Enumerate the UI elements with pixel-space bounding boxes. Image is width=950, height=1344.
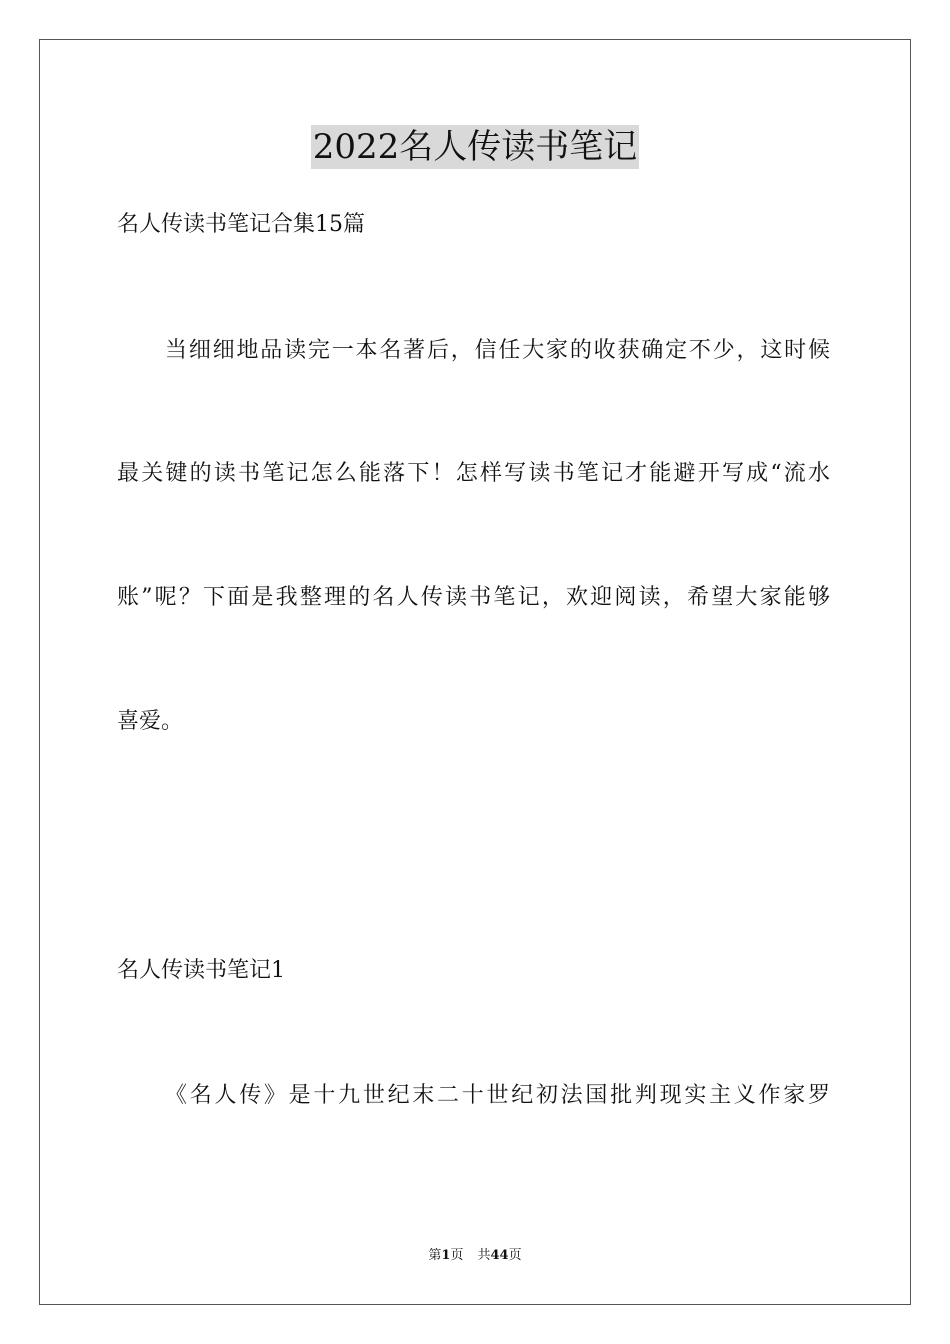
intro-line-1: 当细细地品读完一本名著后，信任大家的收获确定不少，这时候	[165, 338, 830, 363]
footer-page-suffix: 页	[450, 1248, 464, 1263]
footer-total-prefix: 共	[477, 1248, 491, 1263]
footer-page-number: 1	[441, 1248, 451, 1263]
footer-total-pages: 44	[490, 1248, 509, 1263]
intro-line-3: 账”呢？下面是我整理的名人传读书笔记，欢迎阅读，希望大家能够	[117, 585, 830, 610]
document-title: 2022名人传读书笔记	[312, 127, 638, 167]
section-paragraph-line-1: 《名人传》是十九世纪末二十世纪初法国批判现实主义作家罗	[165, 1083, 830, 1108]
title-container	[0, 125, 950, 169]
page-footer	[0, 1247, 950, 1265]
document-subtitle: 名人传读书笔记合集15篇	[117, 212, 365, 237]
intro-line-4: 喜爱。	[117, 709, 184, 734]
footer-total-suffix: 页	[508, 1248, 522, 1263]
section-heading: 名人传读书笔记1	[117, 958, 285, 983]
footer-page-prefix: 第	[428, 1248, 442, 1263]
intro-line-2: 最关键的读书笔记怎么能落下！怎样写读书笔记才能避开写成“流水	[117, 461, 830, 486]
